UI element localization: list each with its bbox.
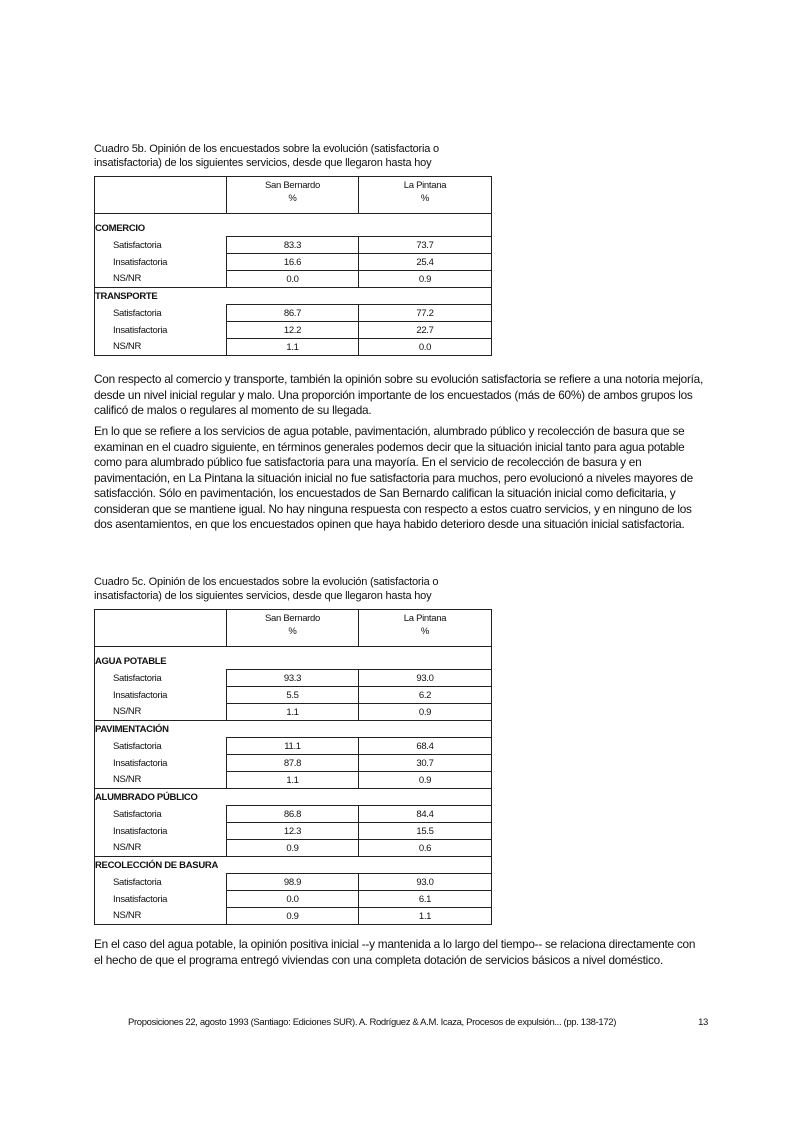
value-la-pintana: 93.0: [359, 874, 492, 891]
section-header-row: [95, 721, 492, 738]
page-number: 13: [698, 1017, 708, 1028]
table-header-row: [95, 177, 492, 214]
value-la-pintana: 15.5: [359, 823, 492, 840]
table-row: [95, 271, 492, 288]
value-san-bernardo: 83.3: [227, 237, 359, 254]
value-la-pintana: 1.1: [359, 908, 492, 925]
value-san-bernardo: 12.3: [227, 823, 359, 840]
value-la-pintana: 73.7: [359, 237, 492, 254]
row-label: Satisfactoria: [95, 237, 227, 254]
value-san-bernardo: 0.0: [227, 891, 359, 908]
value-san-bernardo: 86.7: [227, 305, 359, 322]
section-title: RECOLECCIÓN DE BASURA: [95, 857, 492, 874]
table-row: [95, 322, 492, 339]
table-row: [95, 305, 492, 322]
row-label: NS/NR: [95, 704, 227, 721]
value-la-pintana: 0.6: [359, 840, 492, 857]
row-label: Insatisfactoria: [95, 891, 227, 908]
table-row: [95, 339, 492, 356]
section-title: COMERCIO: [95, 220, 492, 237]
table-row: [95, 840, 492, 857]
value-san-bernardo: 86.8: [227, 806, 359, 823]
page-footer: [128, 1017, 708, 1028]
column-unit: %: [288, 193, 297, 204]
row-label: Insatisfactoria: [95, 322, 227, 339]
section-header-row: [95, 857, 492, 874]
value-san-bernardo: 87.8: [227, 755, 359, 772]
row-label: Insatisfactoria: [95, 755, 227, 772]
value-san-bernardo: 1.1: [227, 772, 359, 789]
row-label: Satisfactoria: [95, 874, 227, 891]
value-la-pintana: 22.7: [359, 322, 492, 339]
table-row: [95, 874, 492, 891]
table-row: [95, 755, 492, 772]
header-la-pintana: [359, 610, 492, 647]
table-5b-caption: Cuadro 5b. Opinión de los encuestados sobre la evolución (satisfactoria o insatisfactoria) de los siguientes servicios, desde que llegaron hasta hoy: [94, 143, 439, 169]
section-title: PAVIMENTACIÓN: [95, 721, 492, 738]
table-header-row: [95, 610, 492, 647]
row-label: Satisfactoria: [95, 738, 227, 755]
table-row: [95, 891, 492, 908]
value-la-pintana: 6.2: [359, 687, 492, 704]
table-row: [95, 670, 492, 687]
value-san-bernardo: 0.9: [227, 908, 359, 925]
section-header-row: [95, 288, 492, 305]
table-row: [95, 823, 492, 840]
row-label: NS/NR: [95, 339, 227, 356]
value-la-pintana: 30.7: [359, 755, 492, 772]
value-san-bernardo: 98.9: [227, 874, 359, 891]
column-unit: %: [420, 193, 430, 204]
value-san-bernardo: 0.0: [227, 271, 359, 288]
table-row: [95, 772, 492, 789]
row-label: NS/NR: [95, 271, 227, 288]
column-label: La Pintana: [403, 180, 447, 191]
value-la-pintana: 84.4: [359, 806, 492, 823]
column-label: La Pintana: [403, 613, 447, 624]
footer-citation: Proposiciones 22, agosto 1993 (Santiago: Ediciones SUR). A. Rodríguez & A.M. Icaza, Procesos de expulsión... (pp. 138-172): [128, 1017, 617, 1028]
value-san-bernardo: 1.1: [227, 339, 359, 356]
row-label: NS/NR: [95, 772, 227, 789]
table-row: [95, 908, 492, 925]
paragraph-3: En el caso del agua potable, la opinión positiva inicial --y mantenida a lo largo del tiempo-- se relaciona directamente con el hecho de que el programa entregó viviendas con una completa dotación de servicios básicos a nivel doméstico.: [94, 937, 696, 967]
row-label: Insatisfactoria: [95, 254, 227, 271]
section-title: ALUMBRADO PÚBLICO: [95, 789, 492, 806]
value-la-pintana: 0.9: [359, 271, 492, 288]
table-5c: [94, 609, 492, 925]
row-label: NS/NR: [95, 908, 227, 925]
row-label: Insatisfactoria: [95, 687, 227, 704]
value-la-pintana: 6.1: [359, 891, 492, 908]
value-la-pintana: 0.9: [359, 704, 492, 721]
table-row: [95, 237, 492, 254]
paragraph-1: Con respecto al comercio y transporte, también la opinión sobre su evolución satisfactoria se refiere a una notoria mejoría, desde un nivel inicial regular y malo. Una proporción importante de los encuestados (más de 60%) de ambos grupos los calificó de malos o regulares al momento de su llegada.: [94, 372, 703, 417]
section-title: AGUA POTABLE: [95, 653, 492, 670]
row-label: Insatisfactoria: [95, 823, 227, 840]
header-la-pintana: [359, 177, 492, 214]
column-unit: %: [420, 626, 430, 637]
value-san-bernardo: 0.9: [227, 840, 359, 857]
section-header-row: [95, 220, 492, 237]
table-row: [95, 687, 492, 704]
value-san-bernardo: 93.3: [227, 670, 359, 687]
value-la-pintana: 93.0: [359, 670, 492, 687]
section-header-row: [95, 653, 492, 670]
value-la-pintana: 25.4: [359, 254, 492, 271]
table-5c-caption: Cuadro 5c. Opinión de los encuestados sobre la evolución (satisfactoria o insatisfactoria) de los siguientes servicios, desde que llegaron hasta hoy: [94, 576, 439, 602]
value-san-bernardo: 11.1: [227, 738, 359, 755]
section-title: TRANSPORTE: [95, 288, 492, 305]
value-san-bernardo: 5.5: [227, 687, 359, 704]
header-empty-cell: [95, 177, 227, 214]
row-label: Satisfactoria: [95, 806, 227, 823]
header-empty-cell: [95, 610, 227, 647]
paragraph-2: En lo que se refiere a los servicios de agua potable, pavimentación, alumbrado público y recolección de basura que se examinan en el cuadro siguiente, en términos generales podemos decir que la situación inicial tanto para agua potable como para alumbrado público fue satisfactoria para una mayoría. En el servicio de recolección de basura y en pavimentación, en La Pintana la situación inicial no fue satisfactoria para muchos, pero evolucionó a niveles mayores de satisfacción. Sólo en pavimentación, los encuestados de San Bernardo califican la situación inicial como deficitaria, y consideran que se mantiene igual. No hay ninguna respuesta con respecto a estos cuatro servicios, y en ninguno de los dos asentamientos, en que los encuestados opinen que haya habido deterioro desde una situación inicial satisfactoria.: [94, 424, 693, 531]
value-san-bernardo: 12.2: [227, 322, 359, 339]
value-la-pintana: 0.9: [359, 772, 492, 789]
value-san-bernardo: 16.6: [227, 254, 359, 271]
column-label: San Bernardo: [264, 613, 321, 624]
table-row: [95, 254, 492, 271]
section-header-row: [95, 789, 492, 806]
row-label: NS/NR: [95, 840, 227, 857]
column-label: San Bernardo: [264, 180, 321, 191]
value-la-pintana: 0.0: [359, 339, 492, 356]
column-unit: %: [288, 626, 297, 637]
table-row: [95, 704, 492, 721]
value-la-pintana: 77.2: [359, 305, 492, 322]
value-la-pintana: 68.4: [359, 738, 492, 755]
table-row: [95, 738, 492, 755]
header-san-bernardo: [227, 177, 359, 214]
table-row: [95, 806, 492, 823]
row-label: Satisfactoria: [95, 670, 227, 687]
table-5b: [94, 176, 492, 356]
header-san-bernardo: [227, 610, 359, 647]
value-san-bernardo: 1.1: [227, 704, 359, 721]
row-label: Satisfactoria: [95, 305, 227, 322]
